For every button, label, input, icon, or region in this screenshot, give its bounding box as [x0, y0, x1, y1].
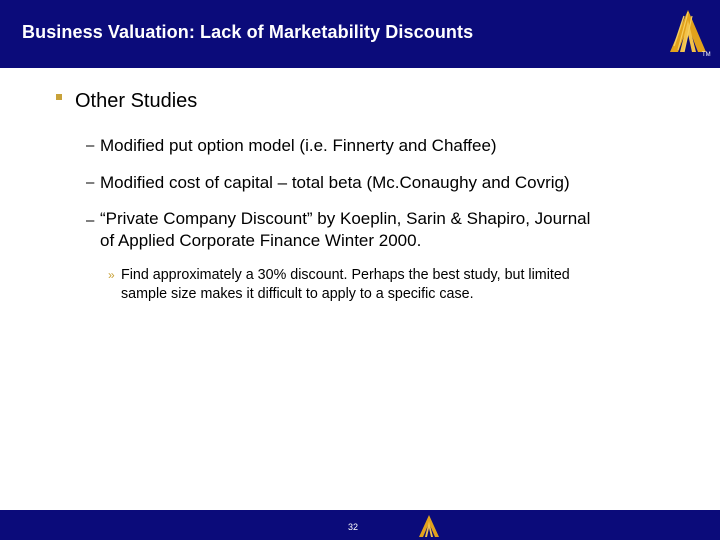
detail-marker-icon: »	[108, 268, 115, 282]
dash-bullet: –	[86, 212, 95, 229]
sub-bullet-2: Modified cost of capital – total beta (Mc.Conaughy and Covrig)	[100, 173, 570, 192]
dash-bullet: –	[86, 174, 95, 191]
footer-bar	[0, 510, 720, 540]
footer-logo-icon	[416, 513, 442, 540]
detail-line-1: Find approximately a 30% discount. Perhaps the best study, but limited	[121, 267, 570, 283]
sub-bullet-1: Modified put option model (i.e. Finnerty and Chaffee)	[100, 136, 497, 155]
header-bar	[0, 0, 720, 68]
square-bullet-icon	[56, 94, 62, 100]
detail-line-2: sample size makes it difficult to apply to a specific case.	[121, 286, 474, 302]
trademark-mark: TM	[702, 52, 711, 58]
sub-bullet-3-line-1: “Private Company Discount” by Koeplin, Sarin & Shapiro, Journal	[100, 209, 591, 228]
logo-icon	[664, 6, 712, 58]
page-number: 32	[348, 522, 359, 532]
sub-bullet-3-line-2: of Applied Corporate Finance Winter 2000.	[100, 231, 422, 250]
dash-bullet: –	[86, 137, 95, 154]
main-bullet-text: Other Studies	[75, 90, 198, 112]
slide-title: Business Valuation: Lack of Marketability Discounts	[22, 22, 474, 42]
